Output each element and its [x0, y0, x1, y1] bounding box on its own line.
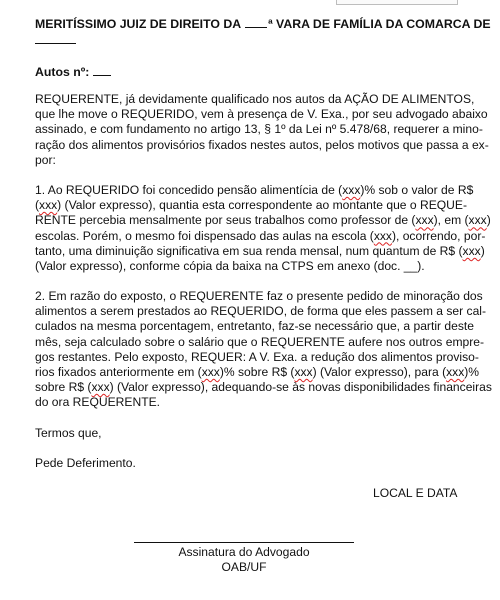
text-segment: ), ocorrendo, por- — [391, 228, 486, 243]
autos-number — [35, 64, 111, 80]
text-line — [35, 364, 480, 380]
text-line: que lhe move o REQUERIDO, vem à presença de V. Exa., por seu advogado abaixo — [35, 107, 488, 122]
text-segment: ( — [35, 198, 40, 213]
text-line — [35, 289, 483, 304]
text-line — [35, 349, 479, 365]
document-heading — [35, 14, 491, 34]
text-segment: (Valor expresso), conforme cópia da baixa na CTPS em anexo (doc. __). — [35, 258, 425, 273]
text-line — [35, 334, 485, 350]
text-line: assinado, e com fundamento no artigo 13, § 1º da Lei nº 5.478/68, requerer a mino- — [35, 122, 483, 137]
text-segment: 1. Ao REQUERIDO foi concedido pensão alimentícia de ( — [35, 183, 343, 197]
text-segment: culados na mesma porcentagem, entretanto, faz-se necessário que, a partir deste — [35, 319, 474, 334]
text-line — [35, 395, 465, 410]
closing-pede-deferimento: Pede Deferimento. — [35, 456, 136, 470]
text-line — [35, 319, 474, 334]
placeholder-xxx: xxx — [201, 364, 220, 379]
text-segment: ), em ( — [433, 213, 469, 228]
heading-part2: ª VARA DE FAMÍLIA DA COMARCA DE — [268, 17, 491, 31]
paragraph-1 — [35, 183, 491, 274]
text-segment: RENTE percebia mensalmente por seus trabalhos como professor de ( — [35, 213, 416, 228]
text-line: ração dos alimentos provisórios fixados nestes autos, pelos motivos que passa a ex- — [35, 137, 489, 152]
text-line — [35, 228, 486, 244]
heading-blank-vara — [245, 16, 267, 28]
placeholder-xxx: xxx — [294, 364, 313, 379]
text-segment: sobre R$ ( — [35, 380, 92, 395]
text-segment: alimentos a serem prestados ao REQUERIDO, de forma que eles passem a ser cal- — [35, 304, 487, 319]
paragraph-2 — [35, 289, 492, 411]
heading-blank-comarca — [35, 43, 76, 44]
text-segment: tanto, uma diminuição significativa em sua renda mensal, num quantum de R$ ( — [35, 243, 463, 258]
placeholder-xxx: xxx — [373, 228, 392, 243]
text-segment: ) — [480, 243, 485, 258]
signature-oab: OAB/UF — [221, 560, 267, 574]
placeholder-xxx: xxx — [91, 380, 110, 395]
text-segment: ) — [486, 213, 491, 228]
heading-part1: MERITÍSSIMO JUIZ DE DIREITO DA — [35, 17, 241, 31]
text-segment: rios fixados anteriormente em ( — [35, 364, 202, 379]
text-segment: gos restantes. Pelo exposto, REQUER: A V. Exa. a redução dos alimentos proviso- — [35, 349, 479, 364]
text-segment: ) (Valor expresso), para ( — [312, 364, 447, 379]
placeholder-xxx: xxx — [468, 213, 487, 228]
text-line — [35, 213, 491, 228]
text-segment: ) (Valor expresso), adequando-se às novas disponibilidades financeiras — [109, 380, 492, 395]
text-line — [35, 243, 485, 259]
placeholder-xxx: xxx — [342, 183, 361, 197]
placeholder-xxx: xxx — [446, 364, 465, 379]
text-segment: 2. Em razão do exposto, o REQUERENTE faz o presente pedido de minoração dos — [35, 289, 483, 303]
text-segment: mês, seja calculado sobre o salário que o REQUERENTE aufere nos outros empre- — [35, 334, 485, 349]
closing-termos: Termos que, — [35, 426, 102, 440]
text-line — [35, 304, 487, 319]
text-segment: do ora REQUERENTE. — [35, 395, 161, 410]
text-segment: ) (Valor expresso), quantia esta correspondente ao montante que o REQUE- — [57, 198, 468, 213]
signature-line — [134, 542, 354, 543]
signature-title: Assinatura do Advogado — [178, 545, 310, 559]
text-line — [35, 380, 492, 395]
text-line: REQUERENTE, já devidamente qualificado nos autos da AÇÃO DE ALIMENTOS, — [35, 92, 475, 106]
text-segment: )% sob o valor de R$ — [360, 183, 474, 197]
text-segment: )% sobre R$ ( — [219, 364, 295, 379]
text-line — [35, 183, 474, 198]
top-clipped-fragment — [336, 0, 458, 5]
autos-blank — [93, 64, 111, 76]
text-segment: )% — [464, 364, 480, 379]
text-line: por: — [35, 152, 56, 167]
placeholder-xxx: xxx — [462, 243, 481, 258]
autos-label: Autos nº: — [35, 65, 90, 79]
text-segment: escolas. Porém, o mesmo foi dispensado das aulas na escola ( — [35, 228, 374, 243]
paragraph-intro — [35, 92, 489, 168]
placeholder-xxx: xxx — [39, 198, 58, 213]
placeholder-xxx: xxx — [415, 213, 434, 228]
text-line — [35, 198, 468, 213]
text-line — [35, 259, 465, 274]
place-and-date: LOCAL E DATA — [373, 486, 458, 500]
